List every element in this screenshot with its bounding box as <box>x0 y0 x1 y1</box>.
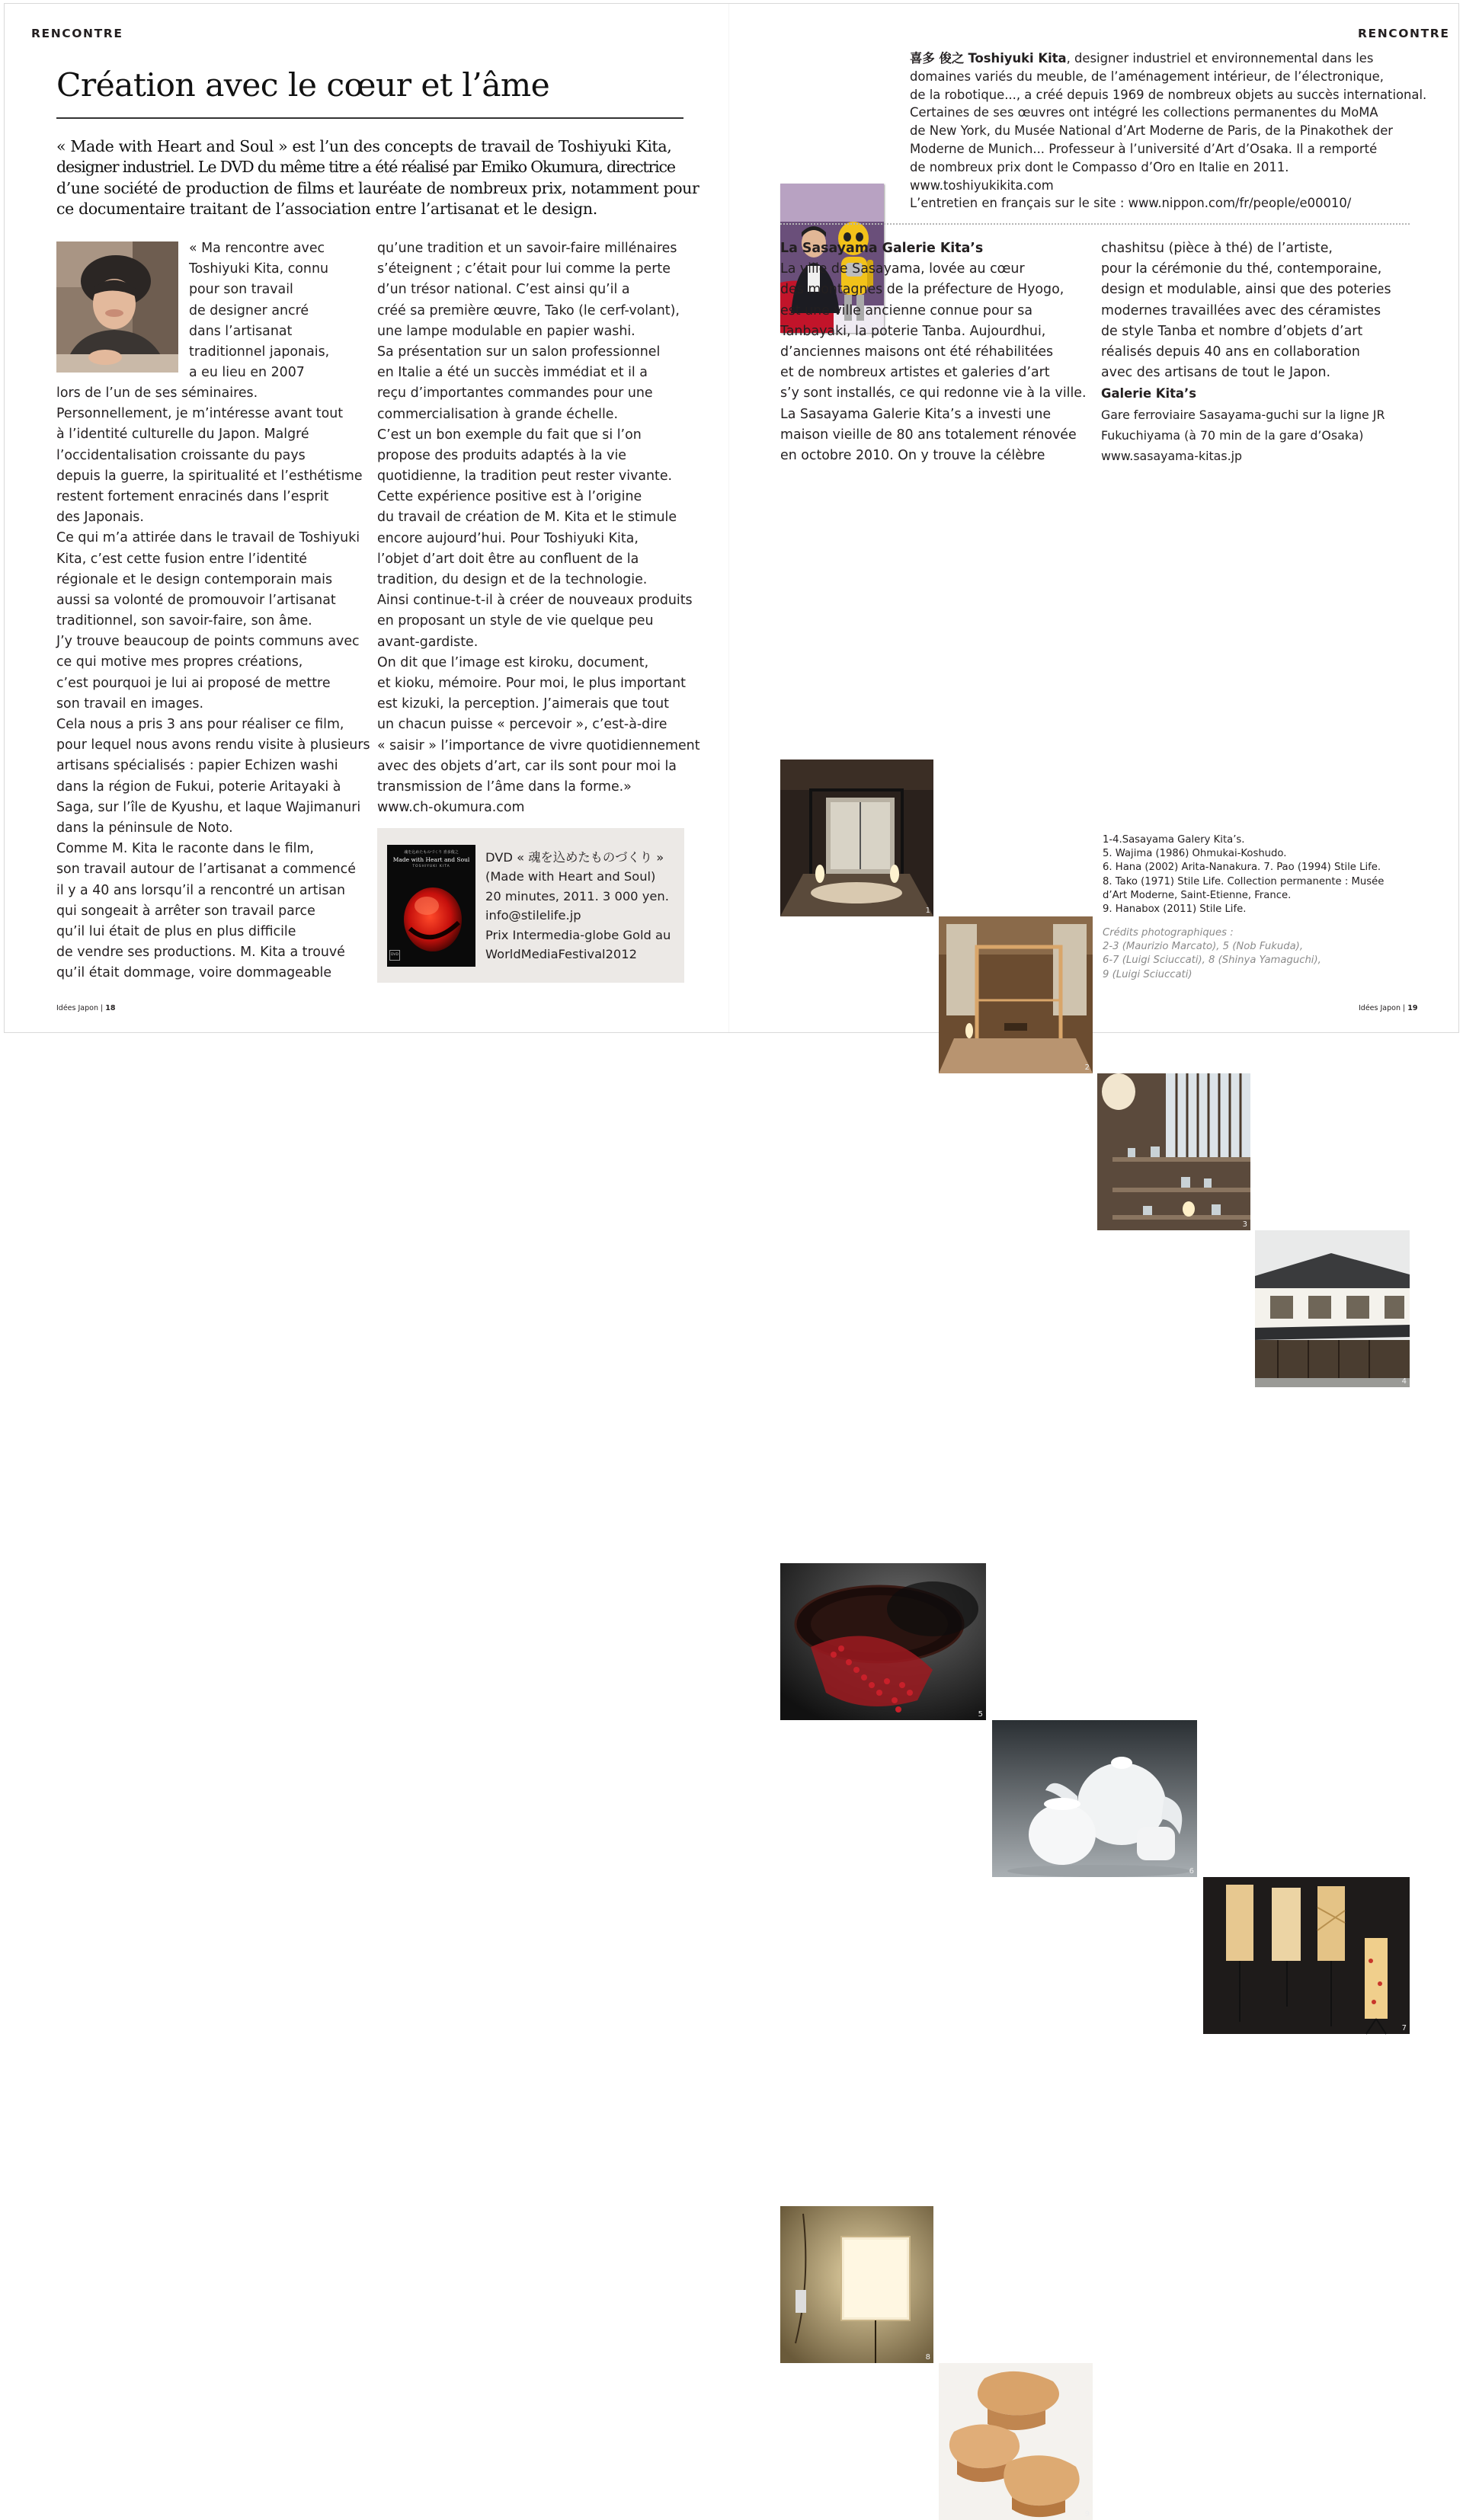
caption-line: 8. Tako (1971) Stile Life. Collection permanente : Musée <box>1103 875 1385 887</box>
photo-number: 9 <box>1084 2510 1090 2518</box>
photo-2-chashitsu <box>939 916 1093 1073</box>
column-2 <box>377 238 700 818</box>
intro-line: d’une société de production de films et lauréate de nombreux prix, notamment pour <box>56 178 699 197</box>
title-rule <box>56 117 683 119</box>
credits-line: 6-7 (Luigi Sciuccati), 8 (Shinya Yamaguchi), <box>1103 955 1321 967</box>
dvd-email[interactable]: info@stilelife.jp <box>485 908 581 923</box>
body-line: qu’une tradition et un savoir-faire millénaires <box>377 241 677 256</box>
body-line: qu’il lui était de plus en plus difficile <box>56 923 296 939</box>
folio-left <box>56 1004 115 1012</box>
folio-right <box>1359 1004 1417 1012</box>
photo-number: 1 <box>925 907 930 915</box>
galerie-heading: La Sasayama Galerie Kita’s <box>780 241 984 256</box>
galerie-line: La ville de Sasayama, lovée au cœur <box>780 261 1025 277</box>
photo-credits <box>1103 926 1423 982</box>
galerie-info-heading: Galerie Kita’s <box>1101 386 1196 401</box>
intro-line: ce documentaire traitant de l’association entre l’artisanat et le design. <box>56 199 597 218</box>
body-line: Cela nous a pris 3 ans pour réaliser ce film, <box>56 717 344 732</box>
body-line: « Ma rencontre avec <box>189 241 325 256</box>
galerie-info-line: Gare ferroviaire Sasayama-guchi sur la ligne JR <box>1101 407 1385 422</box>
bio-first-line <box>910 50 1443 68</box>
body-line: son travail en images. <box>56 696 204 712</box>
galerie-column-left <box>780 238 1100 466</box>
body-line: dans la péninsule de Noto. <box>56 820 233 836</box>
body-line: des Japonais. <box>56 510 144 526</box>
credits-line: 9 (Luigi Sciuccati) <box>1103 968 1192 980</box>
galerie-line: Tanbayaki, la poterie Tanba. Aujourdhui, <box>780 323 1046 339</box>
dvd-cover <box>387 845 475 967</box>
body-line: en proposant un style de vie quelque peu <box>377 613 654 629</box>
body-line: encore aujourd’hui. Pour Toshiyuki Kita, <box>377 530 639 546</box>
portrait-emiko-okumura <box>56 241 178 373</box>
body-line: C’est un bon exemple du fait que si l’on <box>377 427 642 443</box>
galerie-info-line: Fukuchiyama (à 70 min de la gare d’Osaka) <box>1101 427 1364 443</box>
body-line: a eu lieu en 2007 <box>189 365 305 381</box>
dvd-info-box <box>377 828 684 983</box>
bio-line: de New York, du Musée National d’Art Moderne de Paris, de la Pinakothek der <box>910 123 1394 139</box>
body-line: Saga, sur l’île de Kyushu, et laque Wajimanuri <box>56 799 361 815</box>
folio-name: Idées Japon | <box>56 1004 106 1012</box>
body-line: quotidienne, la tradition peut rester vivante. <box>377 469 673 484</box>
body-line: l’objet d’art doit être au confluent de la <box>377 551 639 567</box>
body-line: Comme M. Kita le raconte dans le film, <box>56 841 314 857</box>
dvd-cover-art <box>395 875 468 959</box>
body-line: On dit que l’image est kiroku, document, <box>377 654 649 670</box>
intro-line: « Made with Heart and Soul » est l’un des concepts de travail de Toshiyuki Kita, <box>56 137 672 155</box>
galerie-line: des montagnes de la préfecture de Hyogo, <box>780 282 1064 298</box>
body-line: Ainsi continue-t-il à créer de nouveaux produits <box>377 593 693 609</box>
body-line: l’occidentalisation croissante du pays <box>56 447 306 463</box>
body-line: de designer ancré <box>189 302 309 318</box>
body-line: artisans spécialisés : papier Echizen washi <box>56 758 338 774</box>
body-line: qui songeait à arrêter son travail parce <box>56 903 315 919</box>
folio-name: Idées Japon | <box>1359 1004 1408 1012</box>
galerie-line: d’anciennes maisons ont été réhabilitées <box>780 344 1054 360</box>
galerie-website-link[interactable]: www.sasayama-kitas.jp <box>1101 448 1243 463</box>
article-intro <box>56 136 699 219</box>
caption-line: d’Art Moderne, Saint-Etienne, France. <box>1103 889 1292 901</box>
photo-3-shelves <box>1097 1073 1250 1230</box>
body-line: ce qui motive mes propres créations, <box>56 654 303 670</box>
body-line: avec des objets d’art, car ils sont pour moi la <box>377 758 677 774</box>
body-line: il y a 40 ans lorsqu’il a rencontré un artisan <box>56 882 346 898</box>
dotted-separator <box>780 223 1410 225</box>
caption-line: 1-4.Sasayama Galery Kita’s. <box>1103 834 1245 846</box>
body-line: pour lequel nous avons rendu visite à plusieurs <box>56 737 370 753</box>
bio-interview-link[interactable]: L’entretien en français sur le site : www.nippon.com/fr/people/e00010/ <box>910 196 1352 211</box>
body-line: Sa présentation sur un salon professionnel <box>377 344 661 360</box>
body-line: de vendre ses productions. M. Kita a trouvé <box>56 945 345 961</box>
body-line: Ce qui m’a attirée dans le travail de Toshiyuki <box>56 530 360 546</box>
body-line: une lampe modulable en papier washi. <box>377 323 635 339</box>
galerie-line: pour la cérémonie du thé, contemporaine, <box>1101 261 1382 277</box>
body-line: d’un trésor national. C’est ainsi qu’il a <box>377 282 630 298</box>
body-line: lors de l’un de ses séminaires. <box>56 385 258 401</box>
body-line: est kizuki, la perception. J’aimerais que tout <box>377 696 669 712</box>
article-title: Création avec le cœur et l’âme <box>56 67 550 104</box>
bio-name-jp: 喜多 俊之 <box>910 51 965 66</box>
bio-website-link[interactable]: www.toshiyukikita.com <box>910 177 1054 193</box>
photo-7-pao-lamps <box>1203 1877 1410 2034</box>
photo-9-hanabox <box>939 2363 1093 2520</box>
galerie-line: design et modulable, ainsi que des poteries <box>1101 282 1391 298</box>
dvd-line: DVD « 魂を込めたものづくり » <box>485 850 664 865</box>
body-line: restent fortement enracinés dans l’esprit <box>56 488 329 504</box>
body-line: aussi sa volonté de promouvoir l’artisanat <box>56 592 336 608</box>
bio-name: Toshiyuki Kita <box>968 51 1067 66</box>
bio-text: , designer industriel et environnemental dans les <box>1066 51 1374 66</box>
column-1 <box>56 383 369 983</box>
body-line: J’y trouve beaucoup de points communs avec <box>56 634 360 650</box>
kita-bio <box>910 50 1443 213</box>
body-line: Kita, c’est cette fusion entre l’identité <box>56 551 307 567</box>
section-label-left: RENCONTRE <box>31 27 123 40</box>
dvd-line: (Made with Heart and Soul) <box>485 869 656 884</box>
body-line: « saisir » l’importance de vivre quotidiennement <box>377 737 700 753</box>
dvd-line: WorldMediaFestival2012 <box>485 947 638 962</box>
galerie-line: réalisés depuis 40 ans en collaboration <box>1101 344 1360 360</box>
photo-5-wajima-lacquer <box>780 1563 986 1720</box>
body-line: depuis la guerre, la spiritualité et l’esthétisme <box>56 468 363 484</box>
galerie-line: et de nombreux artistes et galeries d’art <box>780 365 1050 381</box>
body-line: c’est pourquoi je lui ai proposé de mettre <box>56 675 331 691</box>
bio-line: domaines variés du meuble, de l’aménagement intérieur, de l’électronique, <box>910 69 1384 84</box>
galerie-line: de style Tanba et nombre d’objets d’art <box>1101 323 1363 339</box>
photo-captions <box>1103 833 1423 916</box>
intro-line: designer industriel. Le DVD du même titre a été réalisé par Emiko Okumura, directrice <box>56 158 675 177</box>
body-line: avant-gardiste. <box>377 634 479 650</box>
dvd-text <box>485 848 680 964</box>
body-line: dans l’artisanat <box>189 323 293 339</box>
body-line: tradition, du design et de la technologie. <box>377 572 648 587</box>
photo-number: 4 <box>1401 1377 1407 1386</box>
galerie-line: chashitsu (pièce à thé) de l’artiste, <box>1101 241 1333 256</box>
photo-number: 3 <box>1242 1220 1247 1229</box>
body-line: propose des produits adaptés à la vie <box>377 447 627 463</box>
photo-6-hana-porcelain <box>992 1720 1197 1877</box>
body-line: s’éteignent ; c’était pour lui comme la perte <box>377 261 671 277</box>
body-line: et kioku, mémoire. Pour moi, le plus important <box>377 675 686 691</box>
caption-line: 6. Hana (2002) Arita-Nanakura. 7. Pao (1994) Stile Life. <box>1103 862 1381 874</box>
body-line: pour son travail <box>189 282 293 298</box>
photo-number: 5 <box>978 1710 983 1719</box>
body-line: Cette expérience positive est à l’origine <box>377 489 642 505</box>
body-line: commercialisation à grande échelle. <box>377 406 619 422</box>
bio-line: Moderne de Munich... Professeur à l’université d’Art d’Osaka. Il a remporté <box>910 141 1378 156</box>
body-line: transmission de l’âme dans la forme.» <box>377 779 632 795</box>
caption-line: 9. Hanabox (2011) Stile Life. <box>1103 903 1247 916</box>
website-link[interactable]: www.ch-okumura.com <box>377 800 525 816</box>
galerie-column-right <box>1101 238 1421 466</box>
dvd-line: Prix Intermedia-globe Gold au <box>485 927 671 942</box>
credits-line: 2-3 (Maurizio Marcato), 5 (Nob Fukuda), <box>1103 941 1304 953</box>
body-line: dans la région de Fukui, poterie Aritayaki à <box>56 779 341 795</box>
body-line: traditionnel, son savoir-faire, son âme. <box>56 613 312 629</box>
galerie-line: en octobre 2010. On y trouve la célèbre <box>780 447 1045 463</box>
dvd-logo: DVD <box>389 950 400 961</box>
body-line: Toshiyuki Kita, connu <box>189 261 328 277</box>
dvd-cover-name: TOSHIYUKI KITA <box>412 865 450 868</box>
galerie-line: avec des artisans de tout le Japon. <box>1101 365 1331 381</box>
photo-1-gallery-interior <box>780 760 933 916</box>
page-number: 19 <box>1407 1004 1418 1012</box>
galerie-line: modernes travaillées avec des céramistes <box>1101 302 1381 318</box>
dvd-line: 20 minutes, 2011. 3 000 yen. <box>485 888 669 903</box>
galerie-line: est une ville ancienne connue pour sa <box>780 302 1033 318</box>
photo-4-house-facade <box>1255 1230 1410 1387</box>
bio-line: de la robotique..., a créé depuis 1969 de nombreux objets au succès international. <box>910 87 1427 102</box>
body-line: régionale et le design contemporain mais <box>56 571 333 587</box>
body-line: reçu d’importantes commandes pour une <box>377 385 653 401</box>
dvd-cover-kanji: 魂を込めたものづくり 喜多俊之 <box>404 850 459 855</box>
caption-line: 5. Wajima (1986) Ohmukai-Koshudo. <box>1103 848 1287 860</box>
photo-number: 8 <box>925 2353 930 2362</box>
dvd-cover-title: Made with Heart and Soul <box>392 856 470 863</box>
photo-8-tako-lamp <box>780 2206 933 2363</box>
body-line: créé sa première œuvre, Tako (le cerf-volant), <box>377 302 680 318</box>
body-line: qu’il était dommage, voire dommageable <box>56 965 332 981</box>
galerie-line: maison vieille de 80 ans totalement rénovée <box>780 427 1077 443</box>
section-label-right: RENCONTRE <box>1358 27 1450 40</box>
body-line: son travail autour de l’artisanat a commencé <box>56 862 356 878</box>
column-1-wrap <box>189 238 341 383</box>
photo-number: 7 <box>1401 2024 1407 2032</box>
bio-line: de nombreux prix dont le Compasso d’Oro en Italie en 2011. <box>910 159 1289 174</box>
galerie-line: s’y sont installés, ce qui redonne vie à la ville. <box>780 385 1087 401</box>
credits-heading: Crédits photographiques : <box>1103 927 1234 939</box>
body-line: un chacun puisse « percevoir », c’est-à-dire <box>377 717 667 733</box>
body-line: à l’identité culturelle du Japon. Malgré <box>56 427 309 443</box>
body-line: en Italie a été un succès immédiat et il a <box>377 365 648 381</box>
page-number: 18 <box>105 1004 116 1012</box>
galerie-line: La Sasayama Galerie Kita’s a investi une <box>780 406 1052 422</box>
photo-number: 6 <box>1189 1867 1194 1876</box>
body-line: traditionnel japonais, <box>189 344 330 360</box>
body-line: Personnellement, je m’intéresse avant tout <box>56 406 344 422</box>
bio-line: Certaines de ses œuvres ont intégré les collections permanentes du MoMA <box>910 105 1378 120</box>
body-line: du travail de création de M. Kita et le stimule <box>377 510 677 526</box>
photo-number: 2 <box>1084 1063 1090 1072</box>
